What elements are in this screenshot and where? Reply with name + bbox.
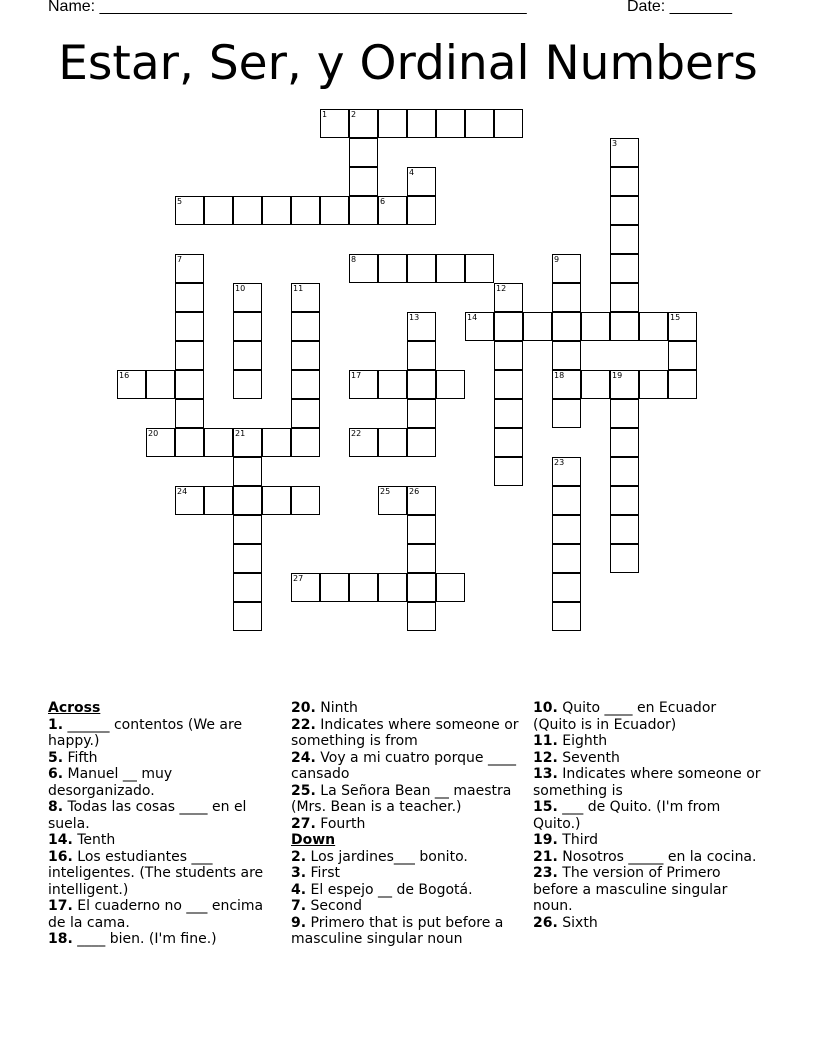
clue-text: ____ bien. (I'm fine.) xyxy=(72,931,217,947)
grid-cell[interactable] xyxy=(407,370,436,399)
grid-cell[interactable] xyxy=(146,428,175,457)
grid-cell[interactable] xyxy=(378,428,407,457)
across-clue xyxy=(48,849,280,899)
clue-text: Nosotros _____ en la cocina. xyxy=(557,848,757,865)
grid-cell[interactable] xyxy=(349,370,378,399)
clue-text: Primero that is put before a masculine singular noun xyxy=(291,914,504,947)
grid-cell[interactable] xyxy=(407,428,436,457)
clue-text: Voy a mi cuatro porque ____ cansado xyxy=(291,749,516,782)
grid-cell[interactable] xyxy=(465,312,494,341)
clue-number: 3. xyxy=(291,865,307,881)
grid-cell[interactable] xyxy=(610,457,639,486)
grid-cell[interactable] xyxy=(552,283,581,312)
grid-cell[interactable] xyxy=(494,283,523,312)
grid-cell[interactable] xyxy=(378,109,407,138)
grid-cell[interactable] xyxy=(639,312,668,341)
grid-cell[interactable] xyxy=(349,428,378,457)
cell-number: 6 xyxy=(380,197,386,206)
clue-number: 1. xyxy=(48,716,64,733)
grid-cell[interactable] xyxy=(291,573,320,602)
grid-cell[interactable] xyxy=(552,254,581,283)
down-clue xyxy=(533,750,761,767)
grid-cell[interactable] xyxy=(639,370,668,399)
grid-cell[interactable] xyxy=(436,109,465,138)
clue-number: 2. xyxy=(291,848,307,865)
grid-cell[interactable] xyxy=(407,196,436,225)
cell-number: 18 xyxy=(554,371,565,380)
grid-cell[interactable] xyxy=(233,370,262,399)
grid-cell[interactable] xyxy=(610,370,639,399)
grid-cell[interactable] xyxy=(349,573,378,602)
cell-number: 7 xyxy=(177,255,183,264)
clue-number: 5. xyxy=(48,749,64,766)
clue-number: 12. xyxy=(533,749,558,766)
cell-number: 15 xyxy=(670,313,681,322)
across-clue xyxy=(48,750,280,767)
cell-number: 12 xyxy=(496,284,507,293)
cell-number: 26 xyxy=(409,487,420,496)
grid-cell[interactable] xyxy=(610,196,639,225)
grid-cell[interactable] xyxy=(610,312,639,341)
across-clue xyxy=(291,750,519,783)
cell-number: 8 xyxy=(351,255,357,264)
grid-cell[interactable] xyxy=(320,109,349,138)
grid-cell[interactable] xyxy=(436,254,465,283)
down-clue xyxy=(291,898,519,915)
clue-number: 9. xyxy=(291,914,307,931)
down-clue xyxy=(533,733,761,750)
grid-cell[interactable] xyxy=(233,515,262,544)
down-clue xyxy=(533,832,761,849)
grid-cell[interactable] xyxy=(465,109,494,138)
across-clue xyxy=(291,700,519,717)
grid-cell[interactable] xyxy=(291,486,320,515)
grid-cell[interactable] xyxy=(291,428,320,457)
grid-cell[interactable] xyxy=(378,573,407,602)
across-clue xyxy=(48,799,280,832)
clue-text: Indicates where someone or something is from xyxy=(291,716,519,749)
grid-cell[interactable] xyxy=(494,341,523,370)
grid-cell[interactable] xyxy=(494,109,523,138)
cell-number: 19 xyxy=(612,371,623,380)
clue-number: 7. xyxy=(291,898,307,914)
grid-cell[interactable] xyxy=(610,428,639,457)
grid-cell[interactable] xyxy=(610,225,639,254)
grid-cell[interactable] xyxy=(610,167,639,196)
across-clue xyxy=(291,816,519,833)
grid-cell[interactable] xyxy=(610,138,639,167)
grid-cell[interactable] xyxy=(378,254,407,283)
down-clue xyxy=(291,915,519,948)
down-clue xyxy=(533,700,761,733)
grid-cell[interactable] xyxy=(581,312,610,341)
grid-cell[interactable] xyxy=(668,312,697,341)
clue-number: 19. xyxy=(533,832,558,848)
clue-number: 16. xyxy=(48,848,73,865)
grid-cell[interactable] xyxy=(407,486,436,515)
grid-cell[interactable] xyxy=(407,312,436,341)
grid-cell[interactable] xyxy=(494,428,523,457)
grid-cell[interactable] xyxy=(175,370,204,399)
grid-cell[interactable] xyxy=(117,370,146,399)
across-clue xyxy=(291,783,519,816)
grid-cell[interactable] xyxy=(494,312,523,341)
grid-cell[interactable] xyxy=(668,370,697,399)
clue-number: 8. xyxy=(48,799,64,815)
grid-cell[interactable] xyxy=(552,515,581,544)
clue-number: 17. xyxy=(48,898,73,914)
grid-cell[interactable] xyxy=(610,544,639,573)
grid-cell[interactable] xyxy=(233,602,262,631)
grid-cell[interactable] xyxy=(378,486,407,515)
cell-number: 27 xyxy=(293,574,304,583)
grid-cell[interactable] xyxy=(349,167,378,196)
across-clue xyxy=(48,717,280,750)
clue-number: 25. xyxy=(291,782,316,799)
across-clue xyxy=(48,832,280,849)
clue-text: Indicates where someone or something is xyxy=(533,766,761,799)
grid-cell[interactable] xyxy=(378,370,407,399)
clue-number: 23. xyxy=(533,865,558,881)
grid-cell[interactable] xyxy=(349,254,378,283)
grid-cell[interactable] xyxy=(175,283,204,312)
clue-text: El espejo __ de Bogotá. xyxy=(306,881,473,898)
grid-cell[interactable] xyxy=(552,544,581,573)
clue-text: Fourth xyxy=(315,815,366,832)
grid-cell[interactable] xyxy=(610,515,639,544)
grid-cell[interactable] xyxy=(233,283,262,312)
grid-cell[interactable] xyxy=(175,428,204,457)
grid-cell[interactable] xyxy=(407,167,436,196)
grid-cell[interactable] xyxy=(320,573,349,602)
grid-cell[interactable] xyxy=(233,312,262,341)
grid-cell[interactable] xyxy=(349,109,378,138)
clue-text: The version of Primero before a masculine singular noun. xyxy=(533,865,728,914)
grid-cell[interactable] xyxy=(610,254,639,283)
grid-cell[interactable] xyxy=(291,399,320,428)
grid-cell[interactable] xyxy=(407,399,436,428)
clue-text: El cuaderno no ___ encima de la cama. xyxy=(48,898,264,931)
cell-number: 5 xyxy=(177,197,183,206)
clue-number: 21. xyxy=(533,848,558,865)
grid-cell[interactable] xyxy=(552,399,581,428)
down-heading: Down xyxy=(291,832,336,848)
grid-cell[interactable] xyxy=(175,486,204,515)
clue-number: 6. xyxy=(48,766,64,782)
clue-number: 26. xyxy=(533,914,558,931)
grid-cell[interactable] xyxy=(494,370,523,399)
cell-number: 20 xyxy=(148,429,159,438)
grid-cell[interactable] xyxy=(407,254,436,283)
clue-number: 20. xyxy=(291,700,316,716)
clue-number: 11. xyxy=(533,733,558,749)
clue-number: 4. xyxy=(291,881,307,898)
down-clue xyxy=(533,849,761,866)
cell-number: 2 xyxy=(351,110,357,119)
cell-number: 4 xyxy=(409,168,415,177)
clue-text: Quito ____ en Ecuador (Quito is in Ecuador) xyxy=(533,700,717,733)
clue-number: 10. xyxy=(533,700,558,716)
clue-number: 15. xyxy=(533,799,558,815)
grid-cell[interactable] xyxy=(291,312,320,341)
grid-cell[interactable] xyxy=(610,283,639,312)
grid-cell[interactable] xyxy=(407,573,436,602)
clue-text: Todas las cosas ____ en el suela. xyxy=(48,799,247,832)
grid-cell[interactable] xyxy=(349,138,378,167)
clue-text: Eighth xyxy=(557,733,608,749)
clue-number: 27. xyxy=(291,815,316,832)
down-clue xyxy=(533,799,761,832)
cell-number: 3 xyxy=(612,139,618,148)
grid-cell[interactable] xyxy=(407,602,436,631)
cell-number: 22 xyxy=(351,429,362,438)
clue-column-1 xyxy=(48,700,280,948)
grid-cell[interactable] xyxy=(436,573,465,602)
name-field[interactable]: Name: ________________________________________________ xyxy=(48,0,527,15)
cell-number: 1 xyxy=(322,110,328,119)
grid-cell[interactable] xyxy=(552,457,581,486)
grid-cell[interactable] xyxy=(407,515,436,544)
across-heading: Across xyxy=(48,700,101,716)
grid-cell[interactable] xyxy=(552,341,581,370)
grid-cell[interactable] xyxy=(146,370,175,399)
down-clue xyxy=(533,865,761,915)
page-title: Estar, Ser, y Ordinal Numbers xyxy=(58,36,758,91)
grid-cell[interactable] xyxy=(175,312,204,341)
cell-number: 10 xyxy=(235,284,246,293)
grid-cell[interactable] xyxy=(233,573,262,602)
across-clue xyxy=(48,766,280,799)
grid-cell[interactable] xyxy=(407,109,436,138)
grid-cell[interactable] xyxy=(581,370,610,399)
clue-column-2 xyxy=(291,700,519,948)
clue-text: Sixth xyxy=(557,914,598,931)
grid-cell[interactable] xyxy=(552,370,581,399)
grid-cell[interactable] xyxy=(233,428,262,457)
clue-text: Ninth xyxy=(315,700,358,716)
grid-cell[interactable] xyxy=(204,486,233,515)
grid-cell[interactable] xyxy=(523,312,552,341)
cell-number: 11 xyxy=(293,284,304,293)
grid-cell[interactable] xyxy=(262,486,291,515)
grid-cell[interactable] xyxy=(175,254,204,283)
grid-cell[interactable] xyxy=(204,196,233,225)
grid-cell[interactable] xyxy=(552,486,581,515)
grid-cell[interactable] xyxy=(552,602,581,631)
across-clue xyxy=(291,717,519,750)
clue-text: Seventh xyxy=(557,749,620,766)
cell-number: 25 xyxy=(380,487,391,496)
cell-number: 23 xyxy=(554,458,565,467)
clue-text: First xyxy=(306,865,340,881)
clue-number: 14. xyxy=(48,832,73,848)
cell-number: 9 xyxy=(554,255,560,264)
clue-text: La Señora Bean __ maestra (Mrs. Bean is a teacher.) xyxy=(291,782,512,815)
clue-text: Los estudiantes ___ inteligentes. (The students are intelligent.) xyxy=(48,848,264,898)
down-clue xyxy=(291,849,519,866)
grid-cell[interactable] xyxy=(465,254,494,283)
clue-number: 22. xyxy=(291,716,316,733)
grid-cell[interactable] xyxy=(610,399,639,428)
cell-number: 21 xyxy=(235,429,246,438)
grid-cell[interactable] xyxy=(552,312,581,341)
grid-cell[interactable] xyxy=(233,341,262,370)
clue-text: Third xyxy=(557,832,598,848)
grid-cell[interactable] xyxy=(349,196,378,225)
grid-cell[interactable] xyxy=(494,457,523,486)
clue-text: Fifth xyxy=(63,749,98,766)
down-clue xyxy=(533,766,761,799)
cell-number: 17 xyxy=(351,371,362,380)
grid-cell[interactable] xyxy=(233,457,262,486)
grid-cell[interactable] xyxy=(291,370,320,399)
clue-text: Manuel __ muy desorganizado. xyxy=(48,766,173,799)
grid-cell[interactable] xyxy=(175,196,204,225)
grid-cell[interactable] xyxy=(436,370,465,399)
grid-cell[interactable] xyxy=(378,196,407,225)
clue-text: Los jardines___ bonito. xyxy=(306,848,468,865)
clue-text: Second xyxy=(306,898,363,914)
clue-number: 13. xyxy=(533,766,558,782)
clue-text: ______ contentos (We are happy.) xyxy=(48,716,243,749)
grid-cell[interactable] xyxy=(262,428,291,457)
clue-column-3 xyxy=(533,700,761,931)
grid-cell[interactable] xyxy=(320,196,349,225)
cell-number: 16 xyxy=(119,371,130,380)
clue-number: 18. xyxy=(48,931,73,947)
grid-cell[interactable] xyxy=(204,428,233,457)
down-clue xyxy=(291,865,519,882)
across-clue xyxy=(48,931,280,948)
grid-cell[interactable] xyxy=(291,341,320,370)
date-field[interactable]: Date: _______ xyxy=(627,0,732,15)
across-clue xyxy=(48,898,280,931)
grid-cell[interactable] xyxy=(407,544,436,573)
cell-number: 14 xyxy=(467,313,478,322)
grid-cell[interactable] xyxy=(407,341,436,370)
grid-cell[interactable] xyxy=(233,486,262,515)
grid-cell[interactable] xyxy=(291,283,320,312)
clue-text: Tenth xyxy=(72,832,116,848)
grid-cell[interactable] xyxy=(610,486,639,515)
grid-cell[interactable] xyxy=(291,196,320,225)
down-clue xyxy=(533,915,761,932)
clue-number: 24. xyxy=(291,749,316,766)
grid-cell[interactable] xyxy=(175,341,204,370)
grid-cell[interactable] xyxy=(233,196,262,225)
cell-number: 13 xyxy=(409,313,420,322)
cell-number: 24 xyxy=(177,487,188,496)
clue-text: ___ de Quito. (I'm from Quito.) xyxy=(533,799,721,832)
down-clue xyxy=(291,882,519,899)
grid-cell[interactable] xyxy=(175,399,204,428)
grid-cell[interactable] xyxy=(668,341,697,370)
grid-cell[interactable] xyxy=(552,573,581,602)
grid-cell[interactable] xyxy=(262,196,291,225)
grid-cell[interactable] xyxy=(233,544,262,573)
grid-cell[interactable] xyxy=(494,399,523,428)
